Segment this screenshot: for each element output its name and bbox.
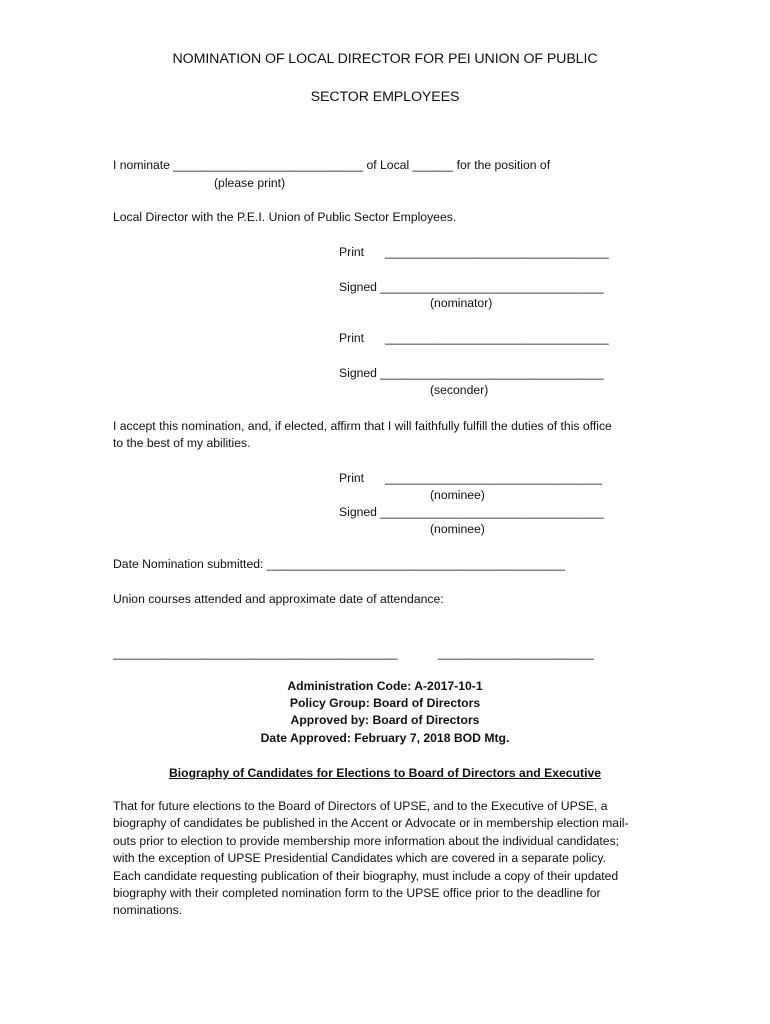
bio-line: nominations. — [113, 903, 183, 918]
admin-code: Administration Code: A-2017-10-1 — [287, 679, 483, 693]
nominee-signed-field[interactable]: _________________________________ — [380, 505, 604, 519]
nominee-print-label: Print — [339, 471, 365, 485]
nominator-signed-label: Signed — [339, 280, 377, 294]
accept-line-2: to the best of my abilities. — [113, 436, 251, 450]
bio-line: with the exception of UPSE Presidential Candidates which are covered in a separate policy. — [113, 851, 606, 866]
nominee-signed-label: Signed — [339, 505, 377, 519]
seconder-signed-label: Signed — [339, 366, 377, 380]
nominee-print-field[interactable]: ________________________________ — [385, 471, 602, 485]
courses-field-right[interactable]: _______________________ — [438, 646, 594, 660]
accept-line-1: I accept this nomination, and, if elected, affirm that I will faithfully fulfill the duties of this office — [113, 419, 612, 433]
bio-line: outs prior to election to provide membership more information about the individual candidates; — [113, 833, 620, 848]
date-submitted-field[interactable]: Date Nomination submitted: ____________________________________________ — [113, 557, 566, 571]
title-line-1: NOMINATION OF LOCAL DIRECTOR FOR PEI UNION OF PUBLIC — [172, 51, 598, 67]
date-approved: Date Approved: February 7, 2018 BOD Mtg. — [260, 731, 510, 745]
courses-field-left[interactable]: __________________________________________ — [113, 646, 398, 660]
seconder-print-label: Print — [339, 331, 365, 345]
seconder-caption: (seconder) — [430, 383, 489, 397]
nominator-signed-field[interactable]: _________________________________ — [380, 280, 604, 294]
please-print-caption: (please print) — [214, 176, 286, 190]
union-courses-label: Union courses attended and approximate date of attendance: — [113, 592, 444, 606]
bio-line: biography with their completed nomination form to the UPSE office prior to the deadline for — [113, 886, 601, 901]
bio-heading: Biography of Candidates for Elections to Board of Directors and Executive — [168, 766, 602, 780]
bio-line: Each candidate requesting publication of their biography, must include a copy of their updated — [113, 868, 619, 883]
policy-group: Policy Group: Board of Directors — [289, 696, 481, 710]
nominee-print-caption: (nominee) — [430, 488, 485, 502]
approved-by: Approved by: Board of Directors — [290, 713, 480, 727]
nominee-signed-caption: (nominee) — [430, 522, 485, 536]
nominator-caption: (nominator) — [430, 296, 493, 310]
bio-paragraph — [113, 798, 658, 920]
title-line-2: SECTOR EMPLOYEES — [310, 89, 460, 105]
seconder-print-field[interactable]: _________________________________ — [385, 331, 609, 345]
bio-line: biography of candidates be published in the Accent or Advocate or in membership election mail- — [113, 816, 629, 831]
local-director-line: Local Director with the P.E.I. Union of Public Sector Employees. — [113, 210, 457, 224]
nominator-print-field[interactable]: _________________________________ — [385, 245, 609, 259]
nominate-line: I nominate ____________________________ of Local ______ for the position of — [113, 158, 551, 172]
seconder-signed-field[interactable]: _________________________________ — [380, 366, 604, 380]
nominator-print-label: Print — [339, 245, 365, 259]
bio-line: That for future elections to the Board of Directors of UPSE, and to the Executive of UPSE, a — [113, 799, 608, 813]
